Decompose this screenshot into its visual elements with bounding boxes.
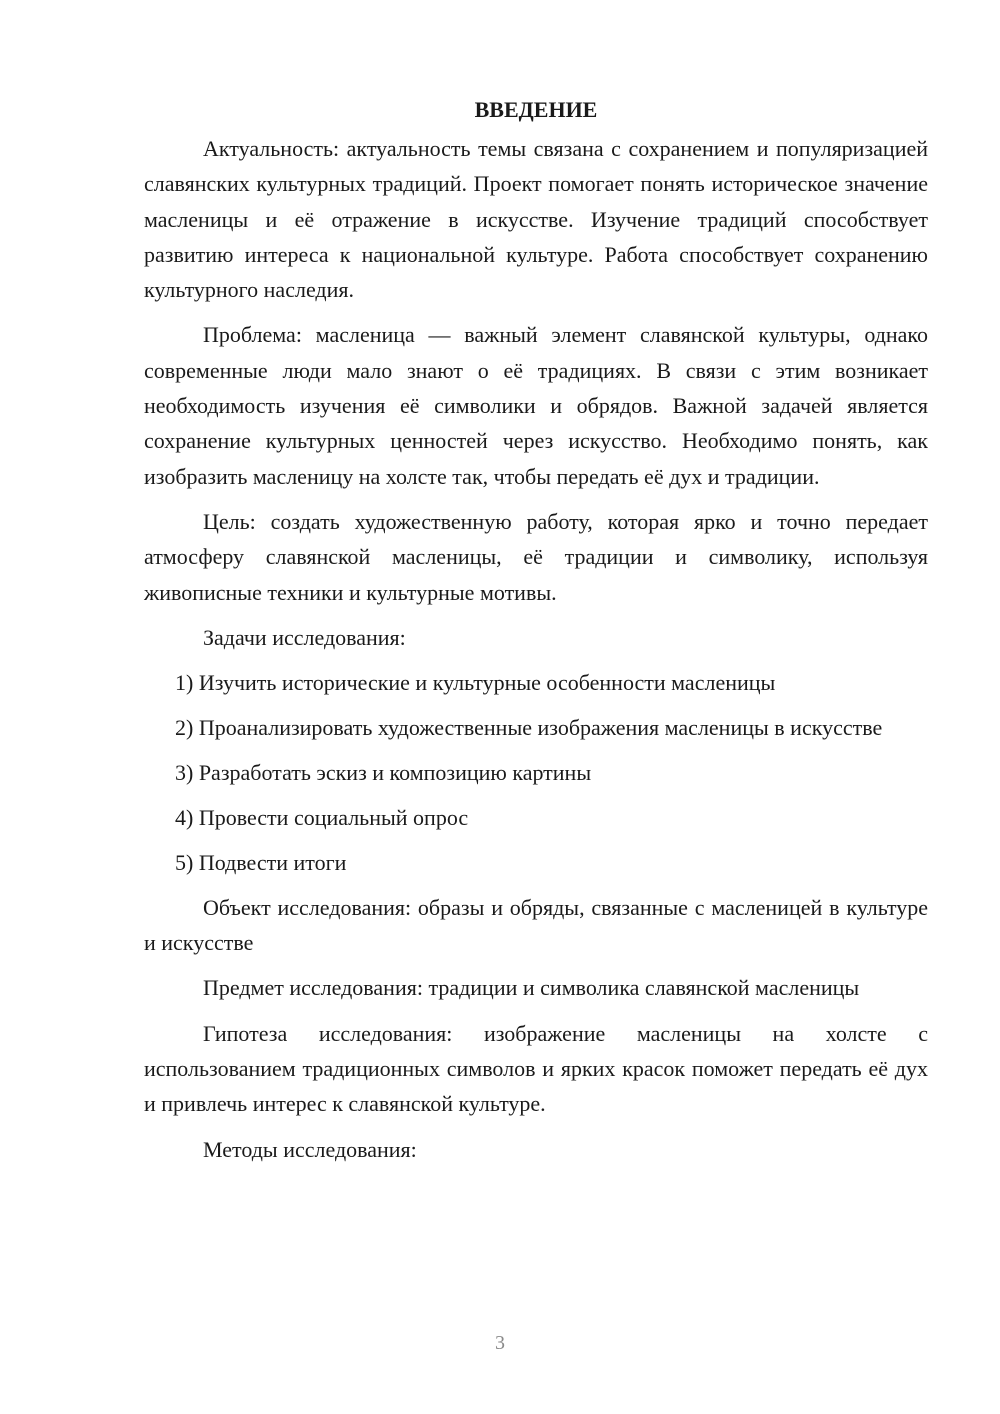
task-item-3: 3) Разработать эскиз и композицию картины: [175, 759, 592, 785]
hypothesis-paragraph: Гипотеза исследования: изображение масленицы на холсте с использованием традиционных символов и ярких красок поможет передать её дух и привлечь интерес к славянской культуре.: [144, 1020, 928, 1117]
task-item-1: 1) Изучить исторические и культурные особенности масленицы: [175, 669, 776, 695]
object-paragraph: Объект исследования: образы и обряды, связанные с масленицей в культуре и искусстве: [144, 894, 928, 956]
relevance-paragraph: Актуальность: актуальность темы связана с сохранением и популяризацией славянских культурных традиций. Проект помогает понять историческое значение масленицы и её отражение в искусстве. Изучение традиций способствует развитию интереса к национальной культуре. Работа способствует сохранению культурного наследия.: [144, 136, 928, 303]
task-item-4: 4) Провести социальный опрос: [175, 804, 469, 830]
document-page: [144, 92, 928, 1177]
methods-heading: Методы исследования:: [203, 1136, 417, 1162]
subject-paragraph: Предмет исследования: традиции и символика славянской масленицы: [203, 975, 860, 1001]
task-item-5: 5) Подвести итоги: [175, 849, 347, 875]
tasks-heading: Задачи исследования:: [203, 624, 406, 650]
task-item-2: 2) Проанализировать художественные изображения масленицы в искусстве: [175, 714, 883, 740]
page-number: 3: [495, 1332, 505, 1354]
goal-paragraph: Цель: создать художественную работу, которая ярко и точно передает атмосферу славянской масленицы, её традиции и символику, используя живописные техники и культурные мотивы.: [144, 508, 928, 605]
page-title: ВВЕДЕНИЕ: [474, 97, 598, 122]
problem-paragraph: Проблема: масленица — важный элемент славянской культуры, однако современные люди мало знают о её традициях. В связи с этим возникает необходимость изучения её символики и обрядов. Важной задачей является сохранение культурных ценностей через искусство. Необходимо понять, как изобразить масленицу на холсте так, чтобы передать её дух и традиции.: [144, 322, 928, 489]
